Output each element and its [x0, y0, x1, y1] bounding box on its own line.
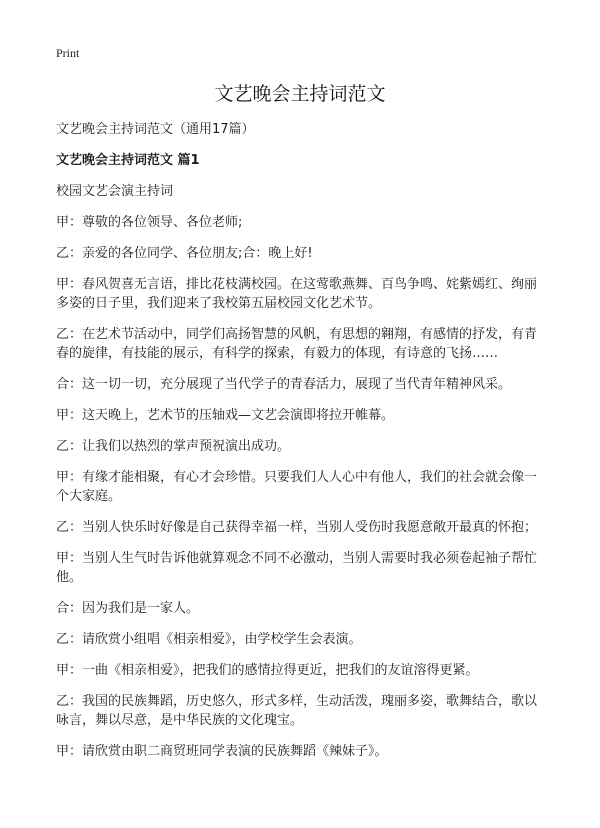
paragraph: 乙：我国的民族舞蹈，历史悠久，形式多样，生动活泼，瑰丽多姿，歌舞结合，歌以咏言，舞以尽意，是中华民族的文化瑰宝。: [56, 694, 538, 728]
paragraph: 甲：春风贺喜无言语，排比花枝满校园。在这莺歌燕舞、百鸟争鸣、姹紫嫣红、绚丽多姿的日子里，我们迎来了我校第五届校园文化艺术节。: [56, 277, 538, 311]
paragraph: 乙：请欣赏小组唱《相亲相爱》，由学校学生会表演。: [56, 632, 362, 647]
paragraph: 乙：当别人快乐时好像是自己获得幸福一样，当别人受伤时我愿意敞开最真的怀抱；: [56, 520, 538, 535]
print-label: Print: [56, 46, 80, 60]
paragraph: 合：这一切一切，充分展现了当代学子的青春活力，展现了当代青年精神风采。: [56, 377, 512, 392]
section-heading: 文艺晚会主持词范文 篇1: [56, 153, 200, 168]
paragraph: 乙：让我们以热烈的掌声预祝演出成功。: [56, 439, 291, 454]
paragraph: 甲：一曲《相亲相爱》，把我们的感情拉得更近，把我们的友谊溶得更紧。: [56, 663, 479, 678]
paragraph: 校园文艺会演主持词: [56, 184, 174, 199]
paragraph: 乙：亲爱的各位同学、各位朋友;合：晚上好!: [56, 246, 313, 261]
paragraph: 甲：这天晚上，艺术节的压轴戏—文艺会演即将拉开帷幕。: [56, 408, 395, 423]
document-title: 文艺晚会主持词范文: [214, 83, 386, 105]
paragraph: 甲：请欣赏由职二商贸班同学表演的民族舞蹈《辣妹子》。: [56, 744, 388, 759]
paragraph: 甲：尊敬的各位领导、各位老师;: [56, 215, 243, 230]
paragraph: 甲：有缘才能相聚，有心才会珍惜。只要我们人人心中有他人，我们的社会就会像一个大家庭。: [56, 470, 538, 504]
paragraph: 甲：当别人生气时告诉他就算观念不同不必激动，当别人需要时我必须卷起袖子帮忙他。: [56, 551, 538, 585]
paragraph: 合：因为我们是一家人。: [56, 601, 200, 616]
document-body: [56, 120, 548, 773]
paragraph: 乙：在艺术节活动中，同学们高扬智慧的风帆，有思想的翱翔，有感情的抒发，有青春的旋律，有技能的展示，有科学的探索，有毅力的体现，有诗意的飞扬……: [56, 327, 538, 361]
paragraph: 文艺晚会主持词范文（通用17篇）: [56, 122, 255, 137]
